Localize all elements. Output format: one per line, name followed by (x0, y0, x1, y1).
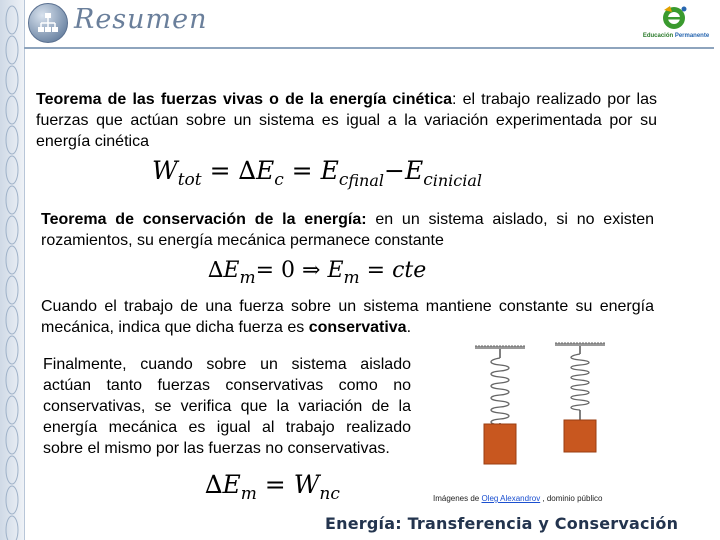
f1-tot: tot (177, 170, 202, 190)
f1-eq2: = (291, 156, 313, 185)
conservative-term: conservativa (308, 319, 407, 336)
spring-right (555, 343, 605, 452)
f2-eq1: = 0 (255, 258, 295, 283)
f2-E2: E (327, 258, 344, 283)
energy-conservation-paragraph (41, 209, 654, 251)
credit-suffix: , dominio público (540, 494, 603, 503)
kinetic-theorem-title: Teorema de las fuerzas vivas o de la energía cinética (36, 91, 452, 108)
image-credit (433, 494, 602, 503)
f3-delta: ∆ (205, 470, 223, 499)
f1-E2: E (320, 156, 339, 185)
f2-cte: cte (392, 258, 427, 283)
f3-m: m (240, 484, 257, 504)
conservative-end: . (406, 319, 412, 336)
logo-caption-2: Permanente (674, 33, 710, 39)
credit-prefix: Imágenes de (433, 494, 482, 503)
conservative-force-paragraph (41, 296, 654, 338)
f1-W: W (152, 156, 178, 185)
sitemap-icon (28, 3, 68, 43)
f2-delta: ∆ (208, 258, 224, 283)
logo-caption-1: Educación (642, 33, 674, 39)
conservation-text: en un sistema aislado, si no existen rozamientos, su energía mecánica permanece constante (41, 211, 654, 249)
footer-title: Energía: Transferencia y Conservación (325, 514, 679, 533)
f1-final: final (348, 171, 384, 190)
non-conservative-work-formula (205, 470, 340, 504)
f1-c3: c (423, 170, 433, 190)
f1-inicial: inicial (432, 171, 483, 190)
spring-left (475, 346, 525, 464)
kinetic-theorem-text: : el trabajo realizado por las fuerzas que actúan sobre un sistema es igual a la variación experimentada por su energía cinética (36, 91, 658, 150)
educacion-permanente-logo (636, 2, 716, 46)
logo-caption (636, 33, 716, 39)
f1-E1: E (255, 156, 275, 185)
conservation-title: Teorema de conservación de la energía: (41, 211, 367, 228)
f1-delta: ∆ (238, 156, 256, 185)
f1-E3: E (404, 156, 424, 185)
page-title: Resumen (74, 4, 208, 35)
f1-c1: c (274, 170, 284, 190)
f2-eq2: = (366, 258, 386, 283)
mechanical-energy-formula (208, 258, 426, 288)
f3-E: E (222, 470, 241, 499)
non-conservative-paragraph: Finalmente, cuando sobre un sistema aislado actúan tanto fuerzas conservativas como no conservativas, se verifica que la variación de la energía mecánica es igual al trabajo realizado sobre el mismo por las fuerzas no conservativas. (43, 356, 411, 457)
conservative-text: Cuando el trabajo de una fuerza sobre un sistema mantiene constante su energía mecánica, indica que dicha fuerza es (41, 298, 654, 336)
springs-illustration (470, 340, 630, 470)
credit-author-link[interactable]: Oleg Alexandrov (481, 494, 541, 503)
f1-c2: c (338, 170, 349, 190)
f3-nc: nc (319, 484, 340, 504)
f2-arrow: ⇒ (302, 258, 321, 283)
f2-m1: m (239, 268, 256, 288)
work-energy-formula (152, 156, 482, 190)
chain-pattern (0, 0, 24, 540)
left-decorative-strip (0, 0, 25, 540)
f1-eq1: = (209, 156, 231, 185)
header-divider (24, 47, 714, 49)
f2-m2: m (343, 268, 360, 288)
f2-E1: E (223, 258, 240, 283)
f3-eq: = (264, 470, 286, 499)
f3-W: W (293, 470, 320, 499)
kinetic-energy-theorem-paragraph (36, 89, 657, 152)
f1-minus: − (384, 156, 405, 185)
